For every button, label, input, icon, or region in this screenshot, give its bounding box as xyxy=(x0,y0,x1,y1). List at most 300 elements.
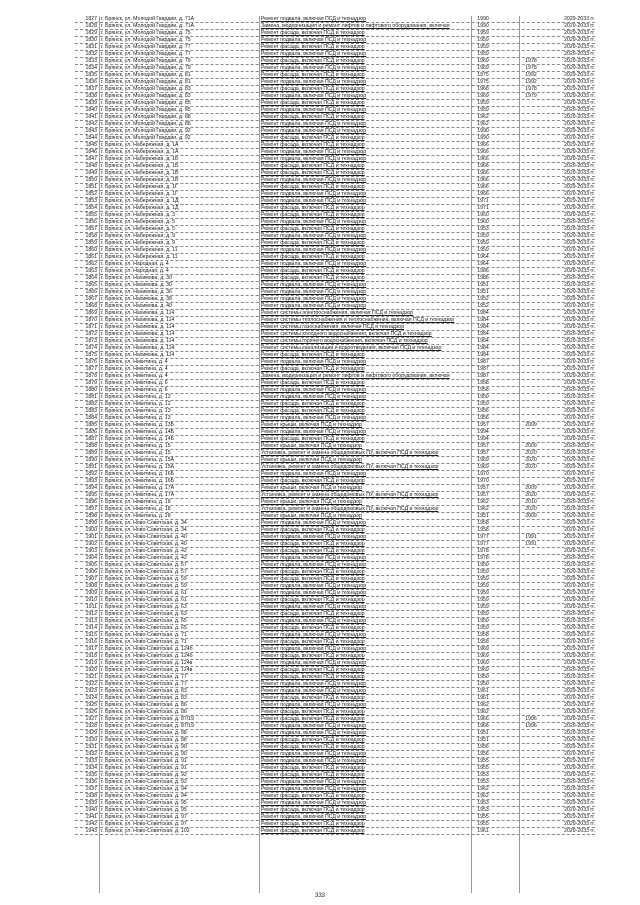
address-cell: г. Брянск, ул. Никитина, д. 17А xyxy=(101,485,175,491)
row-number: 1922 xyxy=(85,681,97,687)
year-built-cell: 1966 xyxy=(477,149,489,155)
planned-period-cell: 2029-2033 гг. xyxy=(564,555,595,561)
address-cell: г. Брянск, ул. Никитина, д. 18 xyxy=(101,499,171,505)
row-number: 1827 xyxy=(85,16,97,22)
row-number: 1905 xyxy=(85,562,97,568)
row-number: 1904 xyxy=(85,555,97,561)
year-overhaul-cell: 2009 xyxy=(525,485,537,491)
year-built-cell: 1951 xyxy=(477,513,489,519)
address-cell: г. Брянск, ул. Ново-Советская, д. 91 xyxy=(101,758,187,764)
year-built-cell: 1958 xyxy=(477,380,489,386)
planned-period-cell: 2029-2033 гг. xyxy=(564,779,595,785)
address-cell: г. Брянск, ул. Никитина, д. 13 xyxy=(101,408,171,414)
table-row xyxy=(75,772,595,779)
year-overhaul-cell: 2020 xyxy=(525,464,537,470)
address-cell: г. Брянск, ул. Ново-Советская, д. 97 xyxy=(101,821,187,827)
address-cell: г. Брянск, ул. Набережная, д. 9 xyxy=(101,233,176,239)
planned-period-cell: 2029-2033 гг. xyxy=(564,352,595,358)
work-type-cell: Ремонт подвала, включая ПСД и технадзор xyxy=(261,149,367,155)
work-type-cell: Ремонт подвала, включая ПСД и технадзор xyxy=(261,758,367,764)
table-row xyxy=(75,107,595,114)
row-number: 1913 xyxy=(85,618,97,624)
planned-period-cell: 2029-2033 гг. xyxy=(564,807,595,813)
work-type-cell: Ремонт подвала, включая ПСД и технадзор xyxy=(261,583,367,589)
row-number: 1842 xyxy=(85,121,97,127)
work-type-cell: Ремонт фасада, включая ПСД и технадзор xyxy=(261,744,365,750)
planned-period-cell: 2029-2033 гг. xyxy=(564,114,595,120)
planned-period-cell: 2029-2033 гг. xyxy=(564,800,595,806)
year-built-cell: 1971 xyxy=(477,198,489,204)
address-cell: г. Брянск, ул. Никитина, д. 15 xyxy=(101,443,171,449)
address-cell: г. Брянск, ул. Ново-Советская, д. 34 xyxy=(101,527,187,533)
year-built-cell: 1957 xyxy=(477,485,489,491)
planned-period-cell: 2029-2033 гг. xyxy=(564,331,595,337)
address-cell: г. Брянск, ул. Никитина, д. 6 xyxy=(101,380,168,386)
row-number: 1841 xyxy=(85,114,97,120)
work-type-cell: Ремонт фасада, включая ПСД и технадзор xyxy=(261,576,365,582)
work-type-cell: Ремонт фасада, включая ПСД и технадзор xyxy=(261,380,365,386)
work-type-cell: Ремонт подвала, включая ПСД и технадзор xyxy=(261,128,367,134)
year-built-cell: 1966 xyxy=(477,170,489,176)
row-number: 1943 xyxy=(85,828,97,834)
table-row xyxy=(75,72,595,79)
year-built-cell: 1984 xyxy=(477,317,489,323)
year-built-cell: 1978 xyxy=(477,548,489,554)
address-cell: г. Брянск, ул. Ново-Советская, д. 124б xyxy=(101,646,193,652)
table-row xyxy=(75,422,595,429)
work-type-cell: Ремонт фасада, включая ПСД и технадзор xyxy=(261,695,365,701)
year-built-cell: 1959 xyxy=(477,604,489,610)
work-type-cell: Ремонт фасада, включая ПСД и технадзор xyxy=(261,135,365,141)
work-type-cell: Ремонт фасада, включая ПСД и технадзор xyxy=(261,548,365,554)
planned-period-cell: 2029-2033 гг. xyxy=(564,310,595,316)
table-row xyxy=(75,576,595,583)
year-built-cell: 1958 xyxy=(477,639,489,645)
address-cell: г. Брянск, ул. Набережная, д. 1Б xyxy=(101,156,179,162)
year-built-cell: 1959 xyxy=(477,401,489,407)
year-built-cell: 1959 xyxy=(477,597,489,603)
year-built-cell: 1955 xyxy=(477,814,489,820)
planned-period-cell: 2029-2033 гг. xyxy=(564,240,595,246)
planned-period-cell: 2029-2033 гг. xyxy=(564,646,595,652)
work-type-cell: Ремонт фасада, включая ПСД и технадзор xyxy=(261,86,365,92)
table-row xyxy=(75,198,595,205)
year-built-cell: 1962 xyxy=(477,786,489,792)
address-cell: г. Брянск, ул. Нахимова, д. 114 xyxy=(101,317,175,323)
year-built-cell: 1966 xyxy=(477,191,489,197)
row-number: 1830 xyxy=(85,37,97,43)
planned-period-cell: 2029-2033 гг. xyxy=(564,513,595,519)
address-cell: г. Брянск, ул. Молодой Гвардии, д. 77 xyxy=(101,51,191,57)
year-overhaul-cell: 1991 xyxy=(525,541,537,547)
year-built-cell: 1962 xyxy=(477,114,489,120)
table-row xyxy=(75,639,595,646)
address-cell: г. Брянск, ул. Ново-Советская, д. 91 xyxy=(101,765,187,771)
work-type-cell: Замена, модернизация и ремонт лифтов и лифтового оборудования, включая xyxy=(261,373,450,379)
work-type-cell: Ремонт подвала, включая ПСД и технадзор xyxy=(261,604,367,610)
row-number: 1877 xyxy=(85,366,97,372)
repair-schedule-table xyxy=(75,16,595,835)
planned-period-cell: 2029-2033 гг. xyxy=(564,100,595,106)
table-row xyxy=(75,450,595,457)
row-number: 1923 xyxy=(85,688,97,694)
table-row xyxy=(75,380,595,387)
work-type-cell: Ремонт подвала, включая ПСД и технадзор xyxy=(261,660,367,666)
year-built-cell: 1994 xyxy=(477,429,489,435)
row-number: 1868 xyxy=(85,303,97,309)
work-type-cell: Ремонт подвала, включая ПСД и технадзор xyxy=(261,786,367,792)
planned-period-cell: 2029-2033 гг. xyxy=(564,758,595,764)
planned-period-cell: 2029-2033 гг. xyxy=(564,79,595,85)
row-number: 1839 xyxy=(85,100,97,106)
year-built-cell: 1952 xyxy=(477,296,489,302)
planned-period-cell: 2029-2033 гг. xyxy=(564,569,595,575)
row-number: 1925 xyxy=(85,702,97,708)
work-type-cell: Ремонт крыши, включая ПСД и технадзор xyxy=(261,485,363,491)
work-type-cell: Ремонт фасада, включая ПСД и технадзор xyxy=(261,30,365,36)
year-built-cell: 1957 xyxy=(477,450,489,456)
row-number: 1902 xyxy=(85,541,97,547)
address-cell: г. Брянск, ул. Молодой Гвардии, д. 88 xyxy=(101,114,191,120)
work-type-cell: Ремонт подвала, включая ПСД и технадзор xyxy=(261,65,367,71)
table-row xyxy=(75,338,595,345)
work-type-cell: Ремонт фасада, включая ПСД и технадзор xyxy=(261,821,365,827)
table-row xyxy=(75,555,595,562)
planned-period-cell: 2029-2033 гг. xyxy=(564,177,595,183)
planned-period-cell: 2029-2033 гг. xyxy=(564,366,595,372)
work-type-cell: Ремонт крыши, включая ПСД и технадзор xyxy=(261,457,363,463)
planned-period-cell: 2029-2033 гг. xyxy=(564,716,595,722)
table-row xyxy=(75,828,595,835)
planned-period-cell: 2029-2033 гг. xyxy=(564,254,595,260)
row-number: 1869 xyxy=(85,310,97,316)
row-number: 1907 xyxy=(85,576,97,582)
planned-period-cell: 2029-2033 гг. xyxy=(564,261,595,267)
planned-period-cell: 2029-2033 гг. xyxy=(564,821,595,827)
row-number: 1941 xyxy=(85,814,97,820)
planned-period-cell: 2029-2033 гг. xyxy=(564,828,595,834)
table-row xyxy=(75,485,595,492)
table-row xyxy=(75,212,595,219)
table-row xyxy=(75,800,595,807)
table-row xyxy=(75,513,595,520)
row-number: 1845 xyxy=(85,142,97,148)
row-number: 1919 xyxy=(85,660,97,666)
planned-period-cell: 2029-2033 гг. xyxy=(564,212,595,218)
year-built-cell: 1961 xyxy=(477,695,489,701)
address-cell: г. Брянск, ул. Ново-Советская, д. 61 xyxy=(101,597,187,603)
work-type-cell: Ремонт фасада, включая ПСД и технадзор xyxy=(261,765,365,771)
table-row xyxy=(75,695,595,702)
year-built-cell: 1962 xyxy=(477,121,489,127)
row-number: 1895 xyxy=(85,492,97,498)
address-cell: г. Брянск, ул. Никитина, д. 14Б xyxy=(101,436,174,442)
work-type-cell: Ремонт подвала, включая ПСД и технадзор xyxy=(261,93,367,99)
address-cell: г. Брянск, ул. Ново-Советская, д. 124в xyxy=(101,660,193,666)
planned-period-cell: 2029-2033 гг. xyxy=(564,191,595,197)
work-type-cell: Ремонт подвала, включая ПСД и технадзор xyxy=(261,394,367,400)
table-row xyxy=(75,618,595,625)
table-row xyxy=(75,667,595,674)
row-number: 1935 xyxy=(85,772,97,778)
year-built-cell: 1984 xyxy=(477,324,489,330)
planned-period-cell: 2029-2033 гг. xyxy=(564,457,595,463)
table-row xyxy=(75,373,595,380)
address-cell: г. Брянск, ул. Набережная, д. 1В xyxy=(101,177,179,183)
address-cell: г. Брянск, ул. Набережная, д. 1Г xyxy=(101,191,178,197)
address-cell: г. Брянск, ул. Молодой Гвардии, д. 83 xyxy=(101,93,191,99)
address-cell: г. Брянск, ул. Набережная, д. 5 xyxy=(101,226,176,232)
row-number: 1852 xyxy=(85,191,97,197)
table-row xyxy=(75,58,595,65)
address-cell: г. Брянск, ул. Ново-Советская, д. 83 xyxy=(101,688,187,694)
planned-period-cell: 2029-2033 гг. xyxy=(564,723,595,729)
year-built-cell: 1962 xyxy=(477,702,489,708)
row-number: 1846 xyxy=(85,149,97,155)
work-type-cell: Ремонт системы канализации и водоотведения, включая ПСД и технадзор xyxy=(261,345,442,351)
planned-period-cell: 2029-2033 гг. xyxy=(564,499,595,505)
table-row xyxy=(75,611,595,618)
year-built-cell: 1969 xyxy=(477,646,489,652)
year-built-cell: 1959 xyxy=(477,562,489,568)
year-built-cell: 1969 xyxy=(477,464,489,470)
address-cell: г. Брянск, ул. Никитина, д. 4 xyxy=(101,366,168,372)
planned-period-cell: 2029-2033 гг. xyxy=(564,429,595,435)
planned-period-cell: 2029-2033 гг. xyxy=(564,597,595,603)
address-cell: г. Брянск, ул. Ново-Советская, д. 124в xyxy=(101,667,193,673)
year-overhaul-cell: 2009 xyxy=(525,443,537,449)
row-number: 1903 xyxy=(85,548,97,554)
planned-period-cell: 2029-2033 гг. xyxy=(564,184,595,190)
work-type-cell: Ремонт подвала, включая ПСД и технадзор xyxy=(261,751,367,757)
planned-period-cell: 2029-2033 гг. xyxy=(564,793,595,799)
year-overhaul-cell: 1978 xyxy=(525,58,537,64)
row-number: 1850 xyxy=(85,177,97,183)
year-built-cell: 1959 xyxy=(477,394,489,400)
work-type-cell: Ремонт подвала, включая ПСД и технадзор xyxy=(261,555,367,561)
work-type-cell: Ремонт фасада, включая ПСД и технадзор xyxy=(261,142,365,148)
year-overhaul-cell: 1992 xyxy=(525,79,537,85)
year-built-cell: 1987 xyxy=(477,359,489,365)
year-built-cell: 1959 xyxy=(477,30,489,36)
address-cell: г. Брянск, ул. Набережная, д. 5 xyxy=(101,219,176,225)
table-row xyxy=(75,23,595,30)
row-number: 1879 xyxy=(85,380,97,386)
planned-period-cell: 2029-2033 гг. xyxy=(564,142,595,148)
table-row xyxy=(75,541,595,548)
year-built-cell: 1969 xyxy=(477,65,489,71)
address-cell: г. Брянск, ул. Ново-Советская, д. 61 xyxy=(101,590,187,596)
year-built-cell: 1966 xyxy=(477,177,489,183)
work-type-cell: Ремонт подвала, включая ПСД и технадзор xyxy=(261,618,367,624)
table-row xyxy=(75,625,595,632)
year-overhaul-cell: 1996 xyxy=(525,716,537,722)
planned-period-cell: 2029-2033 гг. xyxy=(564,730,595,736)
table-row xyxy=(75,149,595,156)
year-built-cell: 1987 xyxy=(477,366,489,372)
year-built-cell: 1966 xyxy=(477,716,489,722)
year-built-cell: 1959 xyxy=(477,44,489,50)
year-built-cell: 1952 xyxy=(477,303,489,309)
table-row xyxy=(75,702,595,709)
table-row xyxy=(75,275,595,282)
year-overhaul-cell: 2020 xyxy=(525,492,537,498)
address-cell: г. Брянск, ул. Ново-Советская, д. 63 xyxy=(101,611,187,617)
row-number: 1872 xyxy=(85,331,97,337)
row-number: 1929 xyxy=(85,730,97,736)
address-cell: г. Брянск, ул. Ново-Советская, д. 86 xyxy=(101,709,187,715)
address-cell: г. Брянск, ул. Никитина, д. 18 xyxy=(101,506,171,512)
work-type-cell: Ремонт подвала, включая ПСД и технадзор xyxy=(261,429,367,435)
row-number: 1901 xyxy=(85,534,97,540)
table-row xyxy=(75,331,595,338)
row-number: 1896 xyxy=(85,499,97,505)
year-built-cell: 1969 xyxy=(477,457,489,463)
planned-period-cell: 2029-2033 гг. xyxy=(564,338,595,344)
table-row xyxy=(75,51,595,58)
work-type-cell: Ремонт подвала, включая ПСД и технадзор xyxy=(261,107,367,113)
table-row xyxy=(75,142,595,149)
address-cell: г. Брянск, ул. Нахимова, д. 114 xyxy=(101,352,175,358)
table-row xyxy=(75,779,595,786)
year-built-cell: 1987 xyxy=(477,373,489,379)
row-number: 1920 xyxy=(85,667,97,673)
address-cell: г. Брянск, ул. Молодой Гвардии, д. 75 xyxy=(101,37,191,43)
row-number: 1867 xyxy=(85,296,97,302)
work-type-cell: Ремонт подвала, включая ПСД и технадзор xyxy=(261,730,367,736)
planned-period-cell: 2029-2033 гг. xyxy=(564,527,595,533)
address-cell: г. Брянск, ул. Нахимова, д. 114 xyxy=(101,324,175,330)
planned-period-cell: 2029-2033 гг. xyxy=(564,317,595,323)
year-built-cell: 1959 xyxy=(477,37,489,43)
planned-period-cell: 2029-2033 гг. xyxy=(564,51,595,57)
planned-period-cell: 2029-2033 гг. xyxy=(564,135,595,141)
table-row xyxy=(75,345,595,352)
planned-period-cell: 2029-2033 гг. xyxy=(564,604,595,610)
row-number: 1844 xyxy=(85,135,97,141)
address-cell: г. Брянск, ул. Ново-Советская, д. 87/19 xyxy=(101,716,194,722)
row-number: 1882 xyxy=(85,401,97,407)
year-built-cell: 1968 xyxy=(477,86,489,92)
table-row xyxy=(75,37,595,44)
table-row xyxy=(75,156,595,163)
address-cell: г. Брянск, ул. Никитина, д. 13 xyxy=(101,415,171,421)
planned-period-cell: 2029-2033 гг. xyxy=(564,373,595,379)
address-cell: г. Брянск, ул. Набережная, д. 1А xyxy=(101,142,179,148)
row-number: 1909 xyxy=(85,590,97,596)
table-row xyxy=(75,590,595,597)
year-built-cell: 1956 xyxy=(477,408,489,414)
address-cell: г. Брянск, ул. Молодой Гвардии, д. 75 xyxy=(101,30,191,36)
table-row xyxy=(75,317,595,324)
work-type-cell: Установка, ремонт и замена общедомовых ПУ, включая ПСД и технадзор xyxy=(261,464,439,470)
work-type-cell: Ремонт фасада, включая ПСД и технадзор xyxy=(261,527,365,533)
planned-period-cell: 2029-2033 гг. xyxy=(564,324,595,330)
address-cell: г. Брянск, ул. Ново-Советская, д. 71 xyxy=(101,632,187,638)
table-row xyxy=(75,716,595,723)
address-cell: г. Брянск, ул. Молодой Гвардии, д. 85 xyxy=(101,107,191,113)
row-number: 1934 xyxy=(85,765,97,771)
address-cell: г. Брянск, ул. Ново-Советская, д. 94 xyxy=(101,786,187,792)
table-row xyxy=(75,121,595,128)
row-number: 1899 xyxy=(85,520,97,526)
row-number: 1906 xyxy=(85,569,97,575)
table-row xyxy=(75,240,595,247)
table-row xyxy=(75,520,595,527)
table-row xyxy=(75,30,595,37)
year-built-cell: 1975 xyxy=(477,72,489,78)
address-cell: г. Брянск, ул. Набережная, д. 1А xyxy=(101,149,179,155)
year-built-cell: 1969 xyxy=(477,93,489,99)
year-built-cell: 1969 xyxy=(477,58,489,64)
table-row xyxy=(75,247,595,254)
work-type-cell: Ремонт фасада, включая ПСД и технадзор xyxy=(261,639,365,645)
planned-period-cell: 2029-2033 гг. xyxy=(564,226,595,232)
address-cell: г. Брянск, ул. Никитина, д. 17А xyxy=(101,492,175,498)
table-row xyxy=(75,597,595,604)
row-number: 1853 xyxy=(85,198,97,204)
address-cell: г. Брянск, ул. Ново-Советская, д. 95 xyxy=(101,800,187,806)
planned-period-cell: 2029-2033 гг. xyxy=(564,359,595,365)
year-built-cell: 1959 xyxy=(477,611,489,617)
planned-period-cell: 2029-2033 гг. xyxy=(564,485,595,491)
year-built-cell: 1958 xyxy=(477,387,489,393)
work-type-cell: Ремонт подвала, включая ПСД и технадзор xyxy=(261,359,367,365)
row-number: 1881 xyxy=(85,394,97,400)
year-built-cell: 1955 xyxy=(477,758,489,764)
address-cell: г. Брянск, ул. Молодой Гвардии, д. 79 xyxy=(101,65,191,71)
address-cell: г. Брянск, ул. Ново-Советская, д. 90 xyxy=(101,744,187,750)
address-cell: г. Брянск, ул. Ново-Советская, д. 94 xyxy=(101,793,187,799)
work-type-cell: Ремонт фасада, включая ПСД и технадзор xyxy=(261,597,365,603)
planned-period-cell: 2029-2033 гг. xyxy=(564,247,595,253)
table-row xyxy=(75,100,595,107)
address-cell: г. Брянск, ул. Никитина, д. 15А xyxy=(101,464,175,470)
year-built-cell: 1964 xyxy=(477,261,489,267)
work-type-cell: Ремонт подвала, включая ПСД и технадзор xyxy=(261,233,367,239)
address-cell: г. Брянск, ул. Нахимова, д. 114 xyxy=(101,310,175,316)
table-row xyxy=(75,282,595,289)
row-number: 1840 xyxy=(85,107,97,113)
row-number: 1876 xyxy=(85,359,97,365)
row-number: 1940 xyxy=(85,807,97,813)
work-type-cell: Ремонт фасада, включая ПСД и технадзор xyxy=(261,541,365,547)
work-type-cell: Ремонт системы теплоснабжения и теплоснабжения, включая ПСД и технадзор xyxy=(261,317,455,323)
work-type-cell: Ремонт подвала, включая ПСД и технадзор xyxy=(261,296,367,302)
work-type-cell: Ремонт подвала, включая ПСД и технадзор xyxy=(261,16,367,22)
planned-period-cell: 2029-2033 гг. xyxy=(564,506,595,512)
year-overhaul-cell: 2010 xyxy=(525,499,537,505)
work-type-cell: Ремонт фасада, включая ПСД и технадзор xyxy=(261,240,365,246)
planned-period-cell: 2029-2033 гг. xyxy=(564,422,595,428)
work-type-cell: Ремонт подвала, включая ПСД и технадзор xyxy=(261,282,367,288)
table-row xyxy=(75,464,595,471)
address-cell: г. Брянск, ул. Ново-Советская, д. 97 xyxy=(101,814,187,820)
year-built-cell: 1966 xyxy=(477,723,489,729)
year-built-cell: 1956 xyxy=(477,751,489,757)
work-type-cell: Ремонт фасада, включая ПСД и технадзор xyxy=(261,100,365,106)
address-cell: г. Брянск, ул. Ново-Советская, д. 71 xyxy=(101,639,187,645)
table-row xyxy=(75,478,595,485)
year-built-cell: 1950 xyxy=(477,674,489,680)
address-cell: г. Брянск, ул. Нахимова, д. 40 xyxy=(101,303,172,309)
row-number: 1831 xyxy=(85,44,97,50)
row-number: 1849 xyxy=(85,170,97,176)
year-built-cell: 1986 xyxy=(477,268,489,274)
row-number: 1838 xyxy=(85,93,97,99)
planned-period-cell: 2029-2033 гг. xyxy=(564,128,595,134)
address-cell: г. Брянск, ул. Ново-Советская, д. 42 xyxy=(101,548,187,554)
